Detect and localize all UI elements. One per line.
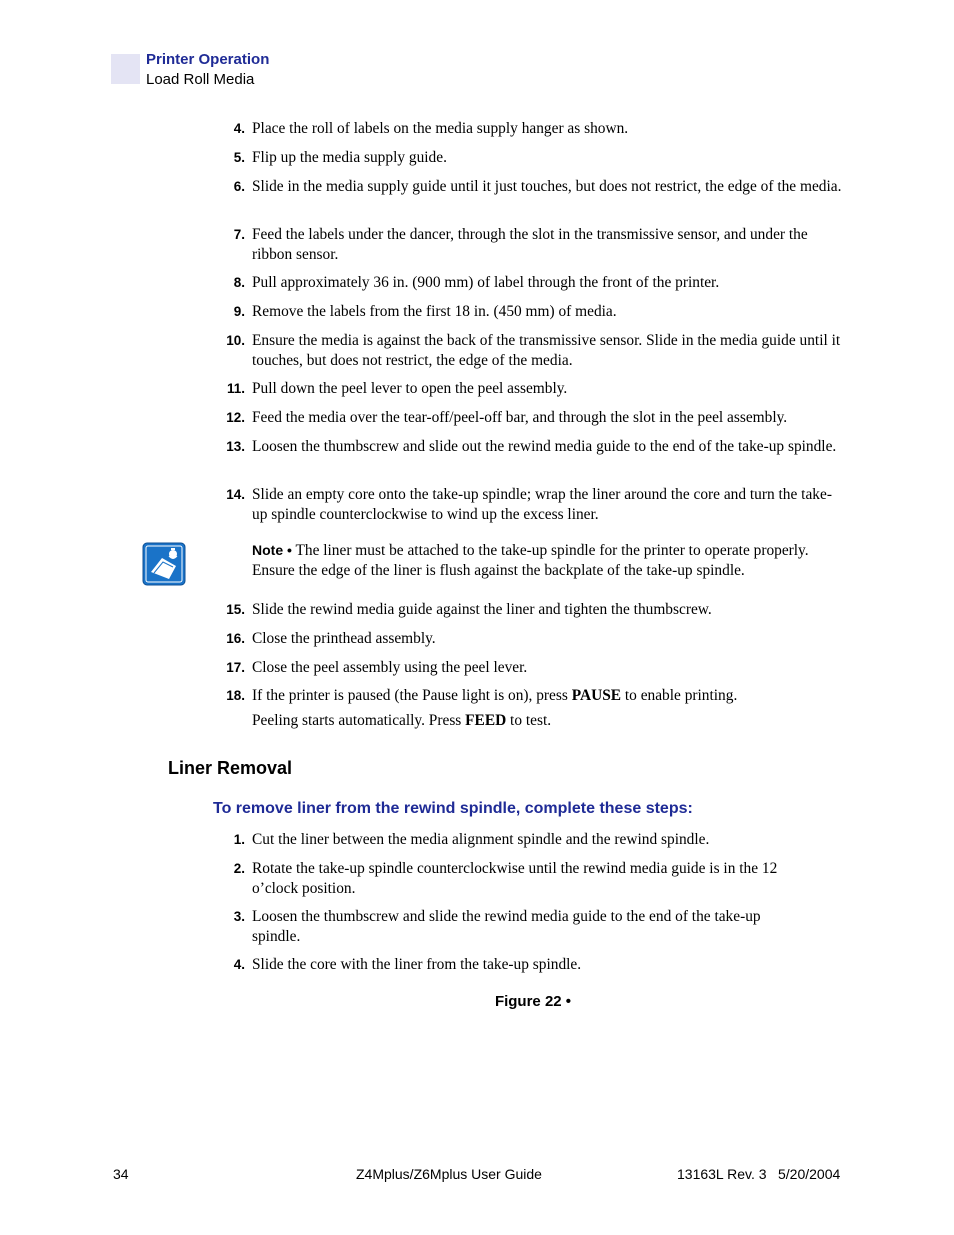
- step-number: 4.: [233, 957, 245, 972]
- list-item: [233, 302, 844, 322]
- note-block: [252, 541, 844, 580]
- list-item: [226, 600, 844, 620]
- step-text: Loosen the thumbscrew and slide out the rewind media guide to the end of the take-up spindle.: [252, 438, 837, 455]
- step-text: Feed the media over the tear-off/peel-off bar, and through the slot in the peel assembly.: [252, 409, 788, 426]
- step-number: 9.: [233, 304, 245, 319]
- list-item: [226, 629, 844, 649]
- list-item: [226, 658, 844, 678]
- step-number: 14.: [226, 487, 245, 502]
- key-feed: FEED: [465, 712, 507, 729]
- step-text: Ensure the media is against the back of the transmissive sensor. Slide in the media guide until it touches, but does not restrict, the edge of the media.: [252, 332, 841, 369]
- step-text: Slide an empty core onto the take-up spindle; wrap the liner around the core and turn the take-up spindle counterclockwise to wind up the excess liner.: [252, 486, 832, 523]
- list-item: [233, 955, 844, 975]
- header-section-title: Printer Operation: [146, 51, 270, 68]
- list-item: [233, 148, 844, 168]
- step-number: 7.: [233, 227, 245, 242]
- step-number: 17.: [226, 660, 245, 675]
- step-number: 3.: [233, 909, 245, 924]
- figure-caption: Figure 22 •: [494, 993, 572, 1010]
- step-number: 6.: [233, 179, 245, 194]
- step-number: 8.: [233, 275, 245, 290]
- list-item: [233, 177, 844, 197]
- step-number: 4.: [233, 121, 245, 136]
- list-item: [233, 859, 812, 898]
- step-text: Slide the core with the liner from the take-up spindle.: [252, 956, 582, 973]
- step-text-pre: If the printer is paused (the Pause light is on), press: [252, 687, 572, 704]
- step-number: 15.: [226, 602, 245, 617]
- step-number: 1.: [233, 832, 245, 847]
- step-text: Slide the rewind media guide against the liner and tighten the thumbscrew.: [252, 601, 712, 618]
- procedure-title: To remove liner from the rewind spindle, complete these steps:: [213, 800, 693, 817]
- list-item: [233, 907, 812, 946]
- step-text: Rotate the take-up spindle counterclockwise until the rewind media guide is in the 12 o’clock position.: [252, 860, 778, 897]
- page-number: 34: [113, 1166, 129, 1182]
- header-tab-marker: [111, 54, 140, 84]
- para-post: to test.: [506, 712, 552, 729]
- section-heading: Liner Removal: [168, 758, 293, 778]
- step-text: Place the roll of labels on the media supply hanger as shown.: [252, 120, 629, 137]
- step-text-post: to enable printing.: [621, 687, 738, 704]
- note-hand-icon: [142, 542, 186, 586]
- step-number: 18.: [226, 688, 245, 703]
- step-number: 13.: [226, 439, 245, 454]
- step-text: Feed the labels under the dancer, through the slot in the transmissive sensor, and under the ribbon sensor.: [252, 226, 808, 263]
- list-item: [233, 273, 844, 293]
- list-item: [226, 686, 844, 706]
- peel-paragraph: [252, 711, 551, 731]
- step-number: 2.: [233, 861, 245, 876]
- note-text: The liner must be attached to the take-up spindle for the printer to operate properly. Ensure the edge of the liner is flush against the backplate of the take-up spindle.: [252, 542, 809, 579]
- step-text: Pull approximately 36 in. (900 mm) of label through the front of the printer.: [252, 274, 720, 291]
- step-text: Close the peel assembly using the peel lever.: [252, 659, 528, 676]
- footer-title: Z4Mplus/Z6Mplus User Guide: [356, 1166, 542, 1182]
- step-text: Loosen the thumbscrew and slide the rewind media guide to the end of the take-up spindle.: [252, 908, 761, 945]
- step-text: Slide in the media supply guide until it just touches, but does not restrict, the edge of the media.: [252, 178, 842, 195]
- list-item: [226, 485, 844, 524]
- list-item: [226, 379, 844, 399]
- para-pre: Peeling starts automatically. Press: [252, 712, 466, 729]
- step-text: Remove the labels from the first 18 in. (450 mm) of media.: [252, 303, 617, 320]
- header-subsection-title: Load Roll Media: [146, 71, 255, 88]
- step-text: Pull down the peel lever to open the peel assembly.: [252, 380, 568, 397]
- list-item: [233, 225, 844, 264]
- step-number: 10.: [226, 333, 245, 348]
- list-item: [226, 437, 844, 457]
- list-item: [233, 830, 844, 850]
- key-pause: PAUSE: [571, 687, 622, 704]
- step-number: 16.: [226, 631, 245, 646]
- step-text: Cut the liner between the media alignment spindle and the rewind spindle.: [252, 831, 710, 848]
- step-text: Flip up the media supply guide.: [252, 149, 447, 166]
- step-number: 11.: [226, 381, 245, 396]
- step-number: 5.: [233, 150, 245, 165]
- footer-date: 5/20/2004: [778, 1166, 841, 1182]
- step-number: 12.: [226, 410, 245, 425]
- list-item: [226, 331, 844, 370]
- note-label: Note •: [252, 542, 292, 558]
- step-text: Close the printhead assembly.: [252, 630, 436, 647]
- footer-doc-number: 13163L Rev. 3: [677, 1166, 767, 1182]
- list-item: [226, 408, 844, 428]
- list-item: [233, 119, 844, 139]
